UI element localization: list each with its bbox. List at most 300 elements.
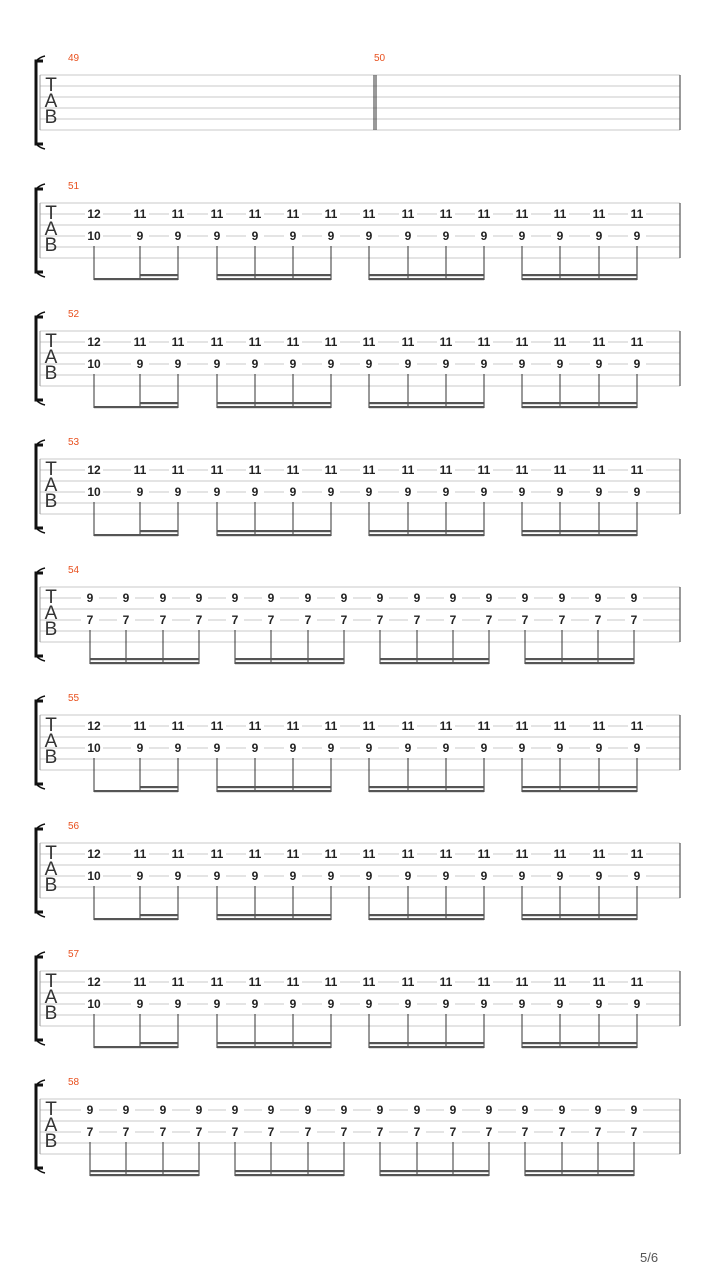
fret-number-top: 9 [86,591,94,605]
fret-number-top: 11 [248,847,262,861]
beam-secondary [140,530,178,532]
fret-number-bottom: 9 [365,997,373,1011]
fret-number-top: 11 [133,975,147,989]
fret-number-top: 9 [558,591,566,605]
fret-number-bottom: 10 [87,997,101,1011]
beam-secondary [369,786,484,788]
fret-number-top: 9 [630,1103,638,1117]
fret-number-bottom: 9 [365,485,373,499]
fret-number-bottom: 9 [251,997,259,1011]
fret-number-bottom: 7 [86,1125,94,1139]
beam-secondary [369,274,484,276]
beam-primary [380,1174,489,1176]
fret-number-top: 11 [133,463,147,477]
beam-secondary [380,1170,489,1172]
beam-secondary [522,530,637,532]
beam-primary [522,918,637,920]
fret-number-top: 9 [267,1103,275,1117]
beam-primary [525,662,634,664]
beam-secondary [369,530,484,532]
bar-number: 49 [68,53,80,64]
fret-number-top: 11 [592,335,606,349]
fret-number-bottom: 7 [449,613,457,627]
beam-secondary [90,658,199,660]
fret-number-top: 12 [87,463,101,477]
fret-number-bottom: 9 [136,869,144,883]
fret-number-top: 11 [286,463,300,477]
tab-clef-letter-a: A [44,603,58,624]
tab-clef-letter-t: T [45,587,57,608]
beam-primary [235,1174,344,1176]
fret-number-bottom: 7 [485,1125,493,1139]
fret-number-bottom: 9 [327,485,335,499]
beam-primary [217,534,331,536]
fret-number-top: 9 [195,1103,203,1117]
fret-number-bottom: 9 [213,357,221,371]
beam-primary [369,918,484,920]
fret-number-bottom: 9 [327,741,335,755]
page-number: 5/6 [640,1250,659,1265]
fret-number-top: 11 [439,719,453,733]
tab-clef-letter-b: B [44,363,58,384]
beam-secondary [217,1042,331,1044]
fret-number-top: 9 [594,1103,602,1117]
fret-number-bottom: 7 [340,1125,348,1139]
fret-number-bottom: 9 [174,869,182,883]
tab-clef-letter-t: T [45,75,57,96]
beam-secondary [235,658,344,660]
fret-number-top: 11 [553,335,567,349]
fret-number-top: 11 [439,463,453,477]
fret-number-bottom: 9 [518,741,526,755]
fret-number-bottom: 9 [556,485,564,499]
tab-clef-letter-a: A [44,731,58,752]
fret-number-top: 9 [304,1103,312,1117]
fret-number-top: 9 [267,591,275,605]
fret-number-top: 11 [515,463,529,477]
fret-number-top: 11 [401,847,415,861]
fret-number-bottom: 9 [480,485,488,499]
fret-number-bottom: 9 [518,997,526,1011]
fret-number-top: 9 [521,591,529,605]
fret-number-top: 9 [86,1103,94,1117]
beam-primary [94,918,178,920]
fret-number-bottom: 9 [136,357,144,371]
beam-primary [217,918,331,920]
beam-primary [522,534,637,536]
fret-number-top: 11 [133,719,147,733]
fret-number-bottom: 9 [556,997,564,1011]
fret-number-top: 11 [477,463,491,477]
fret-number-bottom: 9 [404,485,412,499]
fret-number-bottom: 7 [485,613,493,627]
fret-number-top: 11 [210,463,224,477]
fret-number-bottom: 7 [159,613,167,627]
fret-number-top: 11 [324,719,338,733]
fret-number-bottom: 9 [404,357,412,371]
bar-number: 50 [374,53,386,64]
beam-primary [522,790,637,792]
fret-number-top: 11 [439,207,453,221]
fret-number-top: 11 [630,975,644,989]
fret-number-bottom: 9 [404,997,412,1011]
fret-number-top: 11 [362,207,376,221]
beam-secondary [217,274,331,276]
fret-number-bottom: 9 [174,485,182,499]
beam-primary [217,406,331,408]
fret-number-top: 11 [401,975,415,989]
fret-number-top: 9 [231,591,239,605]
fret-number-bottom: 9 [556,229,564,243]
fret-number-bottom: 7 [594,613,602,627]
fret-number-top: 11 [324,975,338,989]
fret-number-bottom: 9 [442,485,450,499]
fret-number-top: 9 [231,1103,239,1117]
bar-number: 58 [68,1077,80,1088]
fret-number-top: 11 [630,207,644,221]
tab-clef-letter-a: A [44,91,58,112]
fret-number-bottom: 9 [289,741,297,755]
fret-number-bottom: 9 [480,869,488,883]
beam-secondary [90,1170,199,1172]
fret-number-bottom: 9 [518,357,526,371]
beam-secondary [380,658,489,660]
tab-clef-letter-t: T [45,843,57,864]
fret-number-bottom: 9 [289,869,297,883]
fret-number-bottom: 10 [87,485,101,499]
beam-secondary [140,274,178,276]
fret-number-bottom: 9 [442,997,450,1011]
tab-clef-letter-a: A [44,475,58,496]
fret-number-bottom: 7 [304,613,312,627]
tab-clef-letter-b: B [44,1003,58,1024]
beam-primary [369,1046,484,1048]
fret-number-bottom: 7 [304,1125,312,1139]
fret-number-bottom: 9 [442,229,450,243]
fret-number-bottom: 9 [174,997,182,1011]
beam-primary [369,790,484,792]
bar-number: 55 [68,693,80,704]
fret-number-top: 11 [210,975,224,989]
fret-number-top: 11 [630,463,644,477]
fret-number-bottom: 9 [136,997,144,1011]
fret-number-bottom: 9 [174,357,182,371]
fret-number-bottom: 7 [159,1125,167,1139]
fret-number-top: 9 [122,1103,130,1117]
fret-number-bottom: 7 [558,1125,566,1139]
fret-number-top: 9 [449,1103,457,1117]
bar-number: 54 [68,565,80,576]
fret-number-bottom: 7 [594,1125,602,1139]
fret-number-bottom: 9 [404,869,412,883]
beam-primary [94,406,178,408]
fret-number-bottom: 7 [376,1125,384,1139]
fret-number-bottom: 7 [376,613,384,627]
beam-secondary [217,530,331,532]
fret-number-bottom: 9 [518,485,526,499]
fret-number-top: 11 [286,335,300,349]
tab-clef-letter-b: B [44,747,58,768]
tab-clef-letter-a: A [44,219,58,240]
fret-number-top: 11 [362,975,376,989]
fret-number-top: 11 [286,847,300,861]
beam-primary [217,790,331,792]
fret-number-top: 11 [248,719,262,733]
fret-number-bottom: 9 [213,229,221,243]
fret-number-bottom: 7 [267,613,275,627]
fret-number-bottom: 9 [633,485,641,499]
fret-number-top: 11 [592,975,606,989]
fret-number-bottom: 7 [195,613,203,627]
fret-number-top: 11 [401,207,415,221]
beam-secondary [369,914,484,916]
fret-number-top: 9 [521,1103,529,1117]
fret-number-bottom: 10 [87,869,101,883]
fret-number-top: 11 [210,719,224,733]
fret-number-top: 11 [477,847,491,861]
fret-number-bottom: 9 [633,229,641,243]
fret-number-bottom: 10 [87,357,101,371]
fret-number-top: 11 [515,975,529,989]
fret-number-top: 11 [324,335,338,349]
beam-primary [94,534,178,536]
tab-clef-letter-b: B [44,107,58,128]
fret-number-top: 11 [592,207,606,221]
fret-number-bottom: 9 [136,229,144,243]
fret-number-bottom: 9 [136,485,144,499]
fret-number-top: 11 [248,207,262,221]
fret-number-top: 11 [171,847,185,861]
fret-number-top: 9 [376,1103,384,1117]
fret-number-top: 11 [592,463,606,477]
fret-number-top: 11 [171,975,185,989]
tab-clef-letter-t: T [45,715,57,736]
bar-number: 57 [68,949,80,960]
fret-number-bottom: 7 [630,613,638,627]
fret-number-bottom: 7 [413,613,421,627]
beam-secondary [525,1170,634,1172]
beam-secondary [525,658,634,660]
fret-number-bottom: 9 [633,869,641,883]
fret-number-bottom: 9 [327,229,335,243]
fret-number-bottom: 9 [595,485,603,499]
beam-primary [522,278,637,280]
fret-number-top: 9 [485,1103,493,1117]
fret-number-bottom: 9 [289,997,297,1011]
fret-number-bottom: 7 [231,1125,239,1139]
fret-number-top: 11 [477,335,491,349]
fret-number-top: 12 [87,975,101,989]
fret-number-bottom: 7 [521,613,529,627]
fret-number-bottom: 9 [404,741,412,755]
beam-secondary [140,914,178,916]
fret-number-top: 11 [324,463,338,477]
beam-primary [525,1174,634,1176]
beam-secondary [522,786,637,788]
fret-number-bottom: 9 [213,997,221,1011]
fret-number-top: 11 [324,847,338,861]
fret-number-bottom: 9 [518,869,526,883]
fret-number-top: 11 [171,719,185,733]
fret-number-bottom: 9 [556,869,564,883]
fret-number-top: 11 [362,719,376,733]
fret-number-top: 11 [248,335,262,349]
beam-primary [217,1046,331,1048]
fret-number-bottom: 9 [518,229,526,243]
beam-secondary [522,1042,637,1044]
fret-number-top: 11 [286,975,300,989]
fret-number-bottom: 9 [289,485,297,499]
tab-clef-letter-b: B [44,875,58,896]
tab-clef-letter-b: B [44,491,58,512]
fret-number-bottom: 9 [213,485,221,499]
fret-number-top: 11 [630,335,644,349]
beam-secondary [235,1170,344,1172]
fret-number-top: 11 [592,847,606,861]
fret-number-bottom: 9 [327,357,335,371]
bar-number: 53 [68,437,80,448]
fret-number-bottom: 7 [558,613,566,627]
tab-clef-letter-a: A [44,859,58,880]
fret-number-bottom: 9 [442,741,450,755]
tab-clef-letter-a: A [44,347,58,368]
fret-number-top: 9 [449,591,457,605]
fret-number-bottom: 9 [404,229,412,243]
fret-number-top: 9 [630,591,638,605]
fret-number-bottom: 7 [413,1125,421,1139]
beam-primary [90,1174,199,1176]
beam-primary [94,1046,178,1048]
beam-primary [380,662,489,664]
fret-number-top: 11 [439,975,453,989]
fret-number-bottom: 9 [251,485,259,499]
fret-number-top: 11 [286,719,300,733]
fret-number-top: 11 [553,719,567,733]
fret-number-bottom: 9 [556,357,564,371]
fret-number-bottom: 9 [213,869,221,883]
beam-secondary [140,402,178,404]
fret-number-top: 12 [87,207,101,221]
fret-number-bottom: 7 [122,613,130,627]
fret-number-top: 9 [195,591,203,605]
fret-number-bottom: 9 [213,741,221,755]
tab-clef-letter-b: B [44,1131,58,1152]
fret-number-top: 11 [515,207,529,221]
fret-number-bottom: 9 [633,741,641,755]
fret-number-bottom: 7 [231,613,239,627]
fret-number-bottom: 10 [87,229,101,243]
fret-number-bottom: 7 [340,613,348,627]
fret-number-top: 11 [210,335,224,349]
bar-number: 56 [68,821,80,832]
fret-number-bottom: 7 [267,1125,275,1139]
fret-number-bottom: 9 [289,229,297,243]
fret-number-top: 12 [87,719,101,733]
beam-secondary [217,914,331,916]
beam-secondary [522,402,637,404]
fret-number-bottom: 9 [595,229,603,243]
fret-number-top: 9 [159,591,167,605]
fret-number-top: 11 [324,207,338,221]
fret-number-bottom: 9 [365,869,373,883]
fret-number-bottom: 9 [480,997,488,1011]
beam-secondary [217,402,331,404]
fret-number-bottom: 7 [449,1125,457,1139]
fret-number-bottom: 9 [480,229,488,243]
fret-number-top: 11 [439,847,453,861]
fret-number-bottom: 7 [630,1125,638,1139]
fret-number-bottom: 9 [251,869,259,883]
fret-number-top: 9 [413,1103,421,1117]
beam-secondary [140,1042,178,1044]
fret-number-top: 11 [439,335,453,349]
fret-number-top: 11 [248,463,262,477]
tab-clef-letter-t: T [45,1099,57,1120]
beam-primary [522,1046,637,1048]
fret-number-bottom: 9 [365,229,373,243]
beam-secondary [217,786,331,788]
fret-number-bottom: 9 [174,229,182,243]
tab-clef-letter-a: A [44,1115,58,1136]
tab-clef-letter-t: T [45,971,57,992]
tab-clef-letter-a: A [44,987,58,1008]
fret-number-top: 11 [477,719,491,733]
fret-number-top: 9 [485,591,493,605]
tab-clef-letter-t: T [45,459,57,480]
beam-primary [90,662,199,664]
beam-primary [369,406,484,408]
fret-number-bottom: 7 [521,1125,529,1139]
fret-number-top: 9 [413,591,421,605]
fret-number-top: 9 [558,1103,566,1117]
fret-number-top: 9 [304,591,312,605]
fret-number-top: 11 [553,975,567,989]
fret-number-top: 9 [340,591,348,605]
beam-primary [369,534,484,536]
fret-number-top: 11 [401,335,415,349]
fret-number-bottom: 9 [289,357,297,371]
fret-number-top: 9 [594,591,602,605]
beam-secondary [369,1042,484,1044]
fret-number-bottom: 9 [327,869,335,883]
fret-number-top: 11 [362,463,376,477]
fret-number-bottom: 9 [365,357,373,371]
fret-number-top: 11 [133,335,147,349]
fret-number-bottom: 9 [136,741,144,755]
bar-number: 52 [68,309,80,320]
fret-number-top: 11 [477,975,491,989]
fret-number-bottom: 9 [480,357,488,371]
fret-number-bottom: 9 [442,357,450,371]
fret-number-top: 11 [592,719,606,733]
fret-number-top: 11 [401,463,415,477]
fret-number-top: 9 [340,1103,348,1117]
fret-number-bottom: 9 [174,741,182,755]
beam-secondary [522,274,637,276]
bar-number: 51 [68,181,80,192]
fret-number-top: 11 [515,335,529,349]
tab-clef-letter-b: B [44,235,58,256]
fret-number-bottom: 9 [595,357,603,371]
fret-number-top: 11 [630,847,644,861]
fret-number-top: 11 [362,335,376,349]
tab-clef-letter-b: B [44,619,58,640]
fret-number-bottom: 9 [251,229,259,243]
fret-number-top: 11 [171,207,185,221]
beam-secondary [522,914,637,916]
fret-number-bottom: 9 [595,869,603,883]
tab-clef-letter-t: T [45,203,57,224]
